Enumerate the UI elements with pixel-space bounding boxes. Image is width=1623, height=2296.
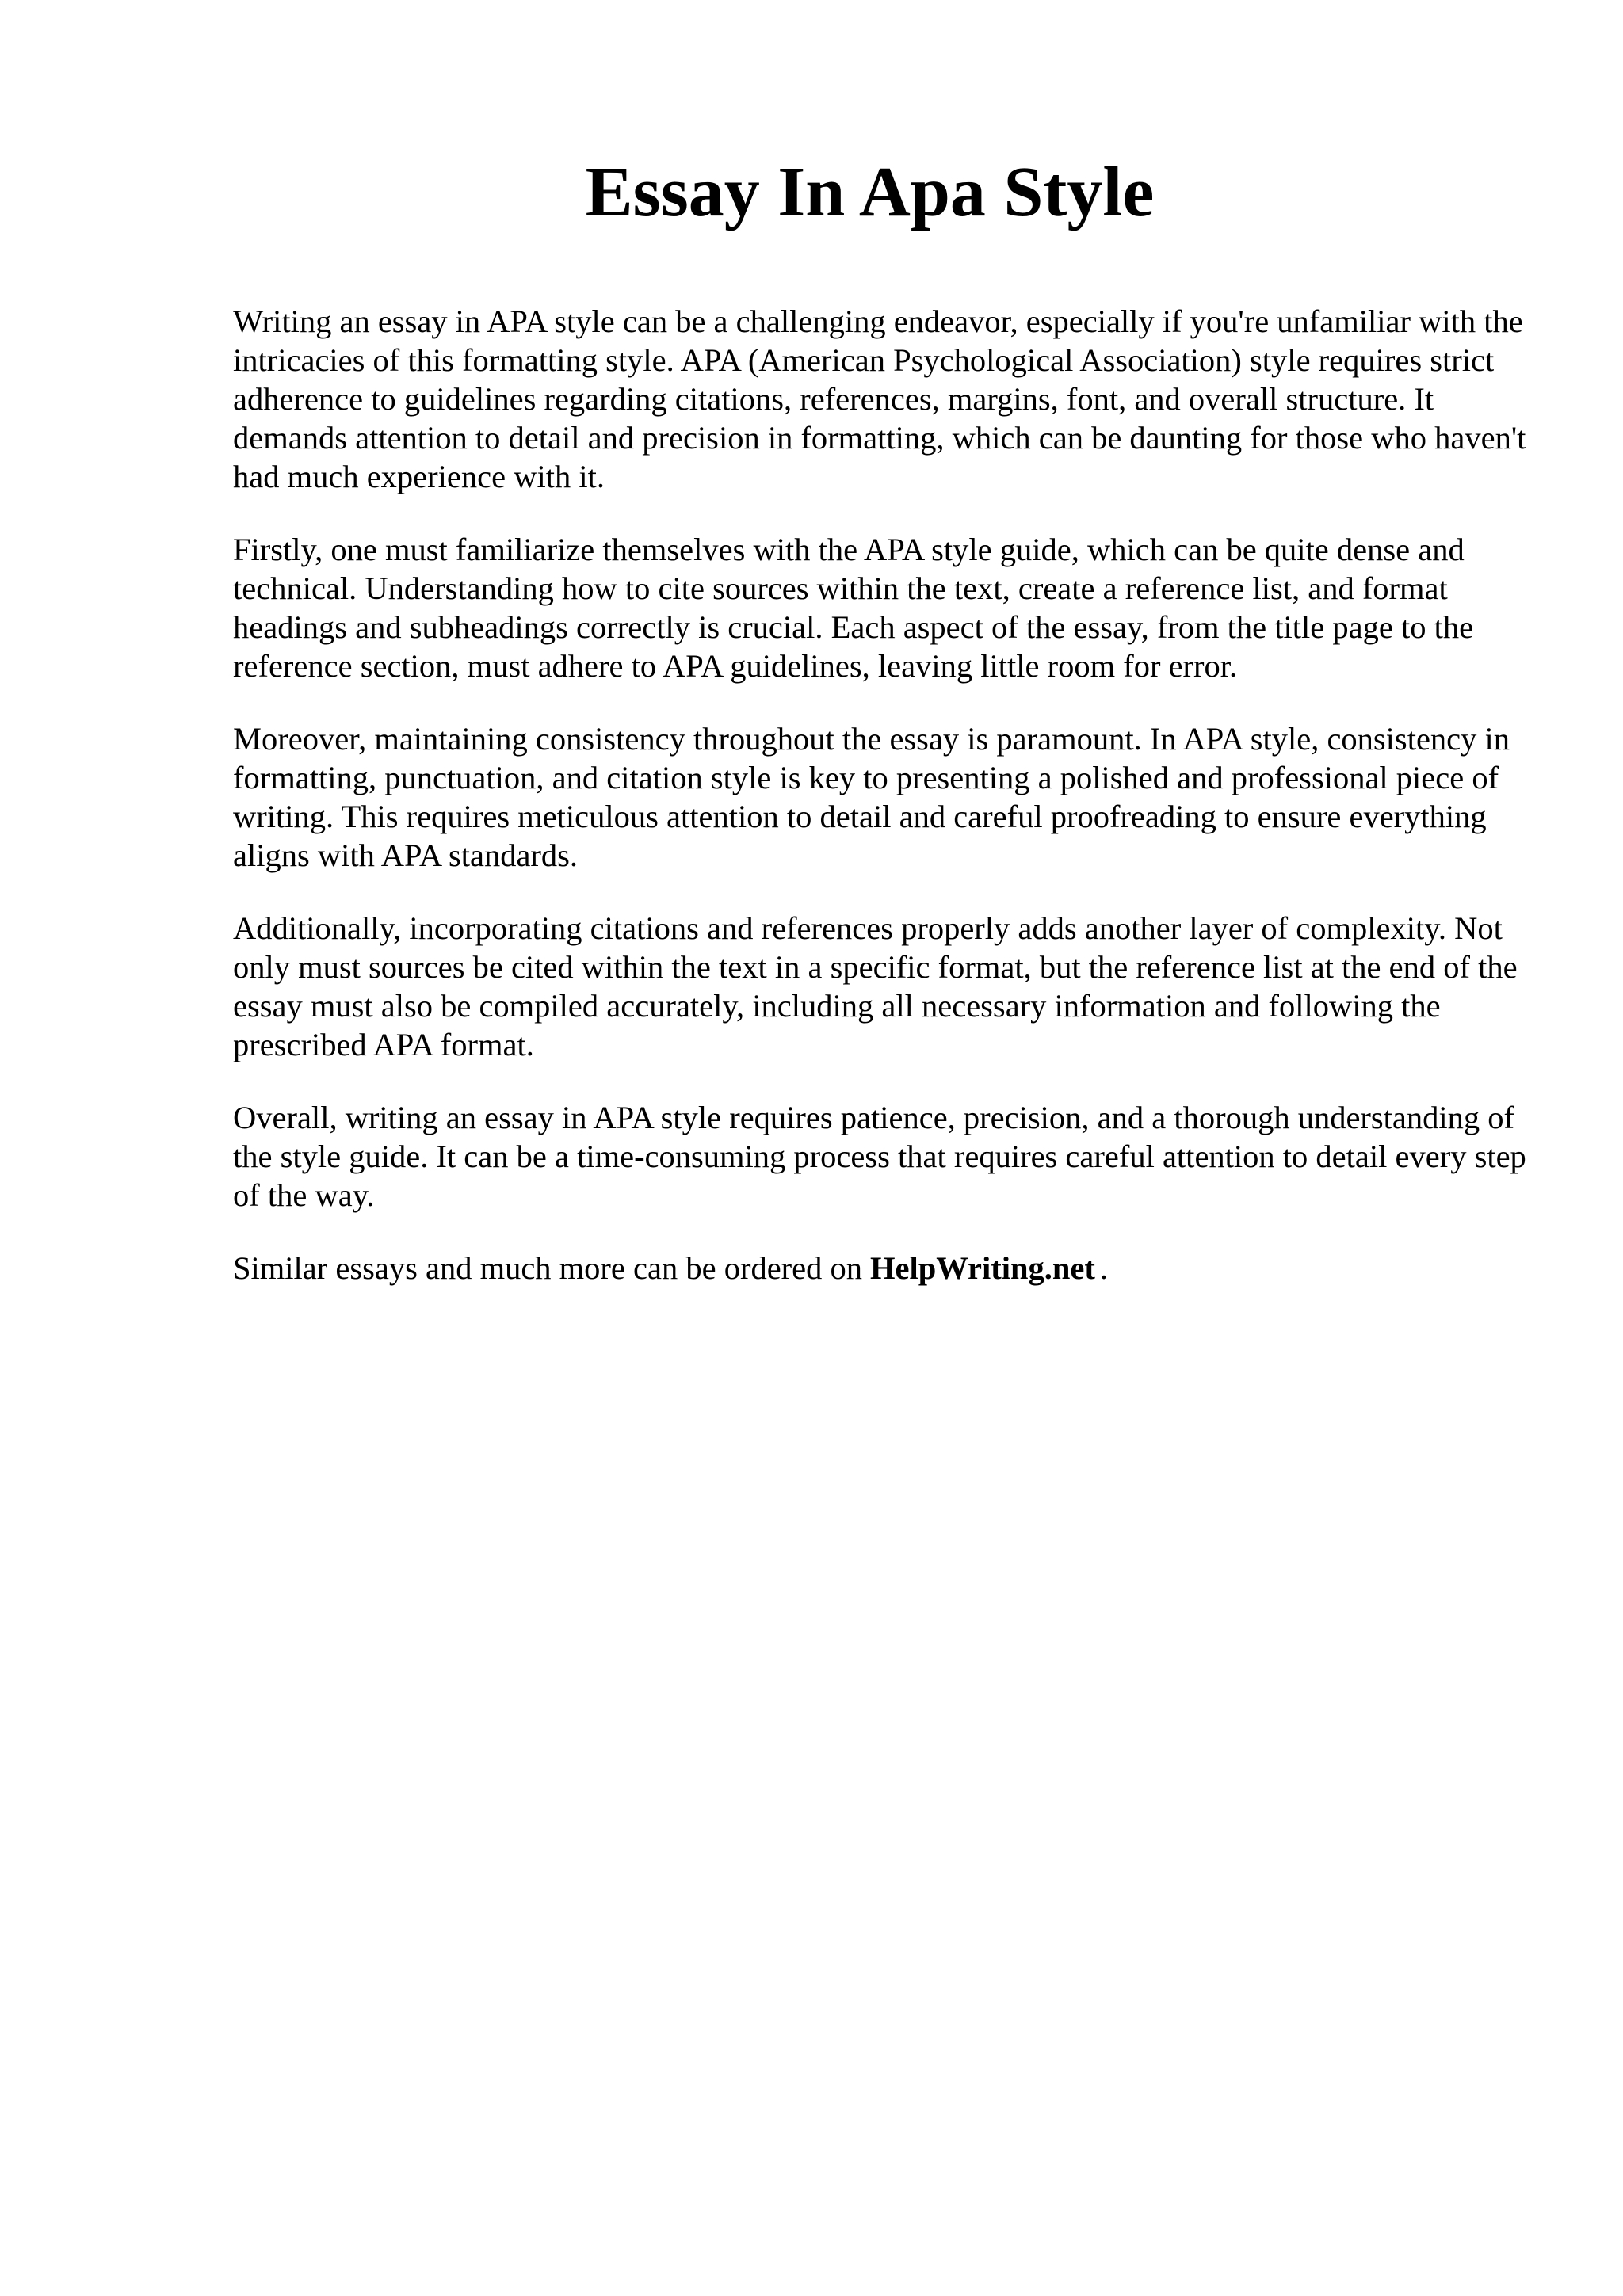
paragraph-3: Moreover, maintaining consistency throughout the essay is paramount. In APA style, consistency in formatting, punctuation, and citation style is key to presenting a polished and professional piece of writing. This requires meticulous attention to detail and careful proofreading to ensure everything aligns with APA standards. (233, 721, 1510, 873)
page-title: Essay In Apa Style (585, 153, 1155, 231)
essay-body (233, 302, 1533, 1287)
promo-suffix: . (1099, 1250, 1109, 1286)
paragraph-5: Overall, writing an essay in APA style requires patience, precision, and a thorough understanding of the style guide. It can be a time-consuming process that requires careful attention to detail every step of the way. (233, 1100, 1526, 1213)
paragraph-2: Firstly, one must familiarize themselves with the APA style guide, which can be quite dense and technical. Understanding how to cite sources within the text, create a reference list, and format headings and subheadings correctly is crucial. Each aspect of the essay, from the title page to the reference section, must adhere to APA guidelines, leaving little room for error. (233, 532, 1474, 684)
paragraph-1: Writing an essay in APA style can be a challenging endeavor, especially if you're unfamiliar with the intricacies of this formatting style. APA (American Psychological Association) style requires strict adherence to guidelines regarding citations, references, margins, font, and overall structure. It demands attention to detail and precision in formatting, which can be daunting for those who haven't had much experience with it. (233, 303, 1526, 494)
paragraph-4: Additionally, incorporating citations and references properly adds another layer of complexity. Not only must sources be cited within the text in a specific format, but the reference list at the end of the essay must also be compiled accurately, including all necessary information and following the prescribed APA format. (233, 910, 1518, 1062)
helpwriting-link[interactable]: HelpWriting.net (870, 1250, 1095, 1286)
promo-prefix: Similar essays and much more can be ordered on (233, 1250, 863, 1286)
promo-line (233, 1249, 1533, 1287)
